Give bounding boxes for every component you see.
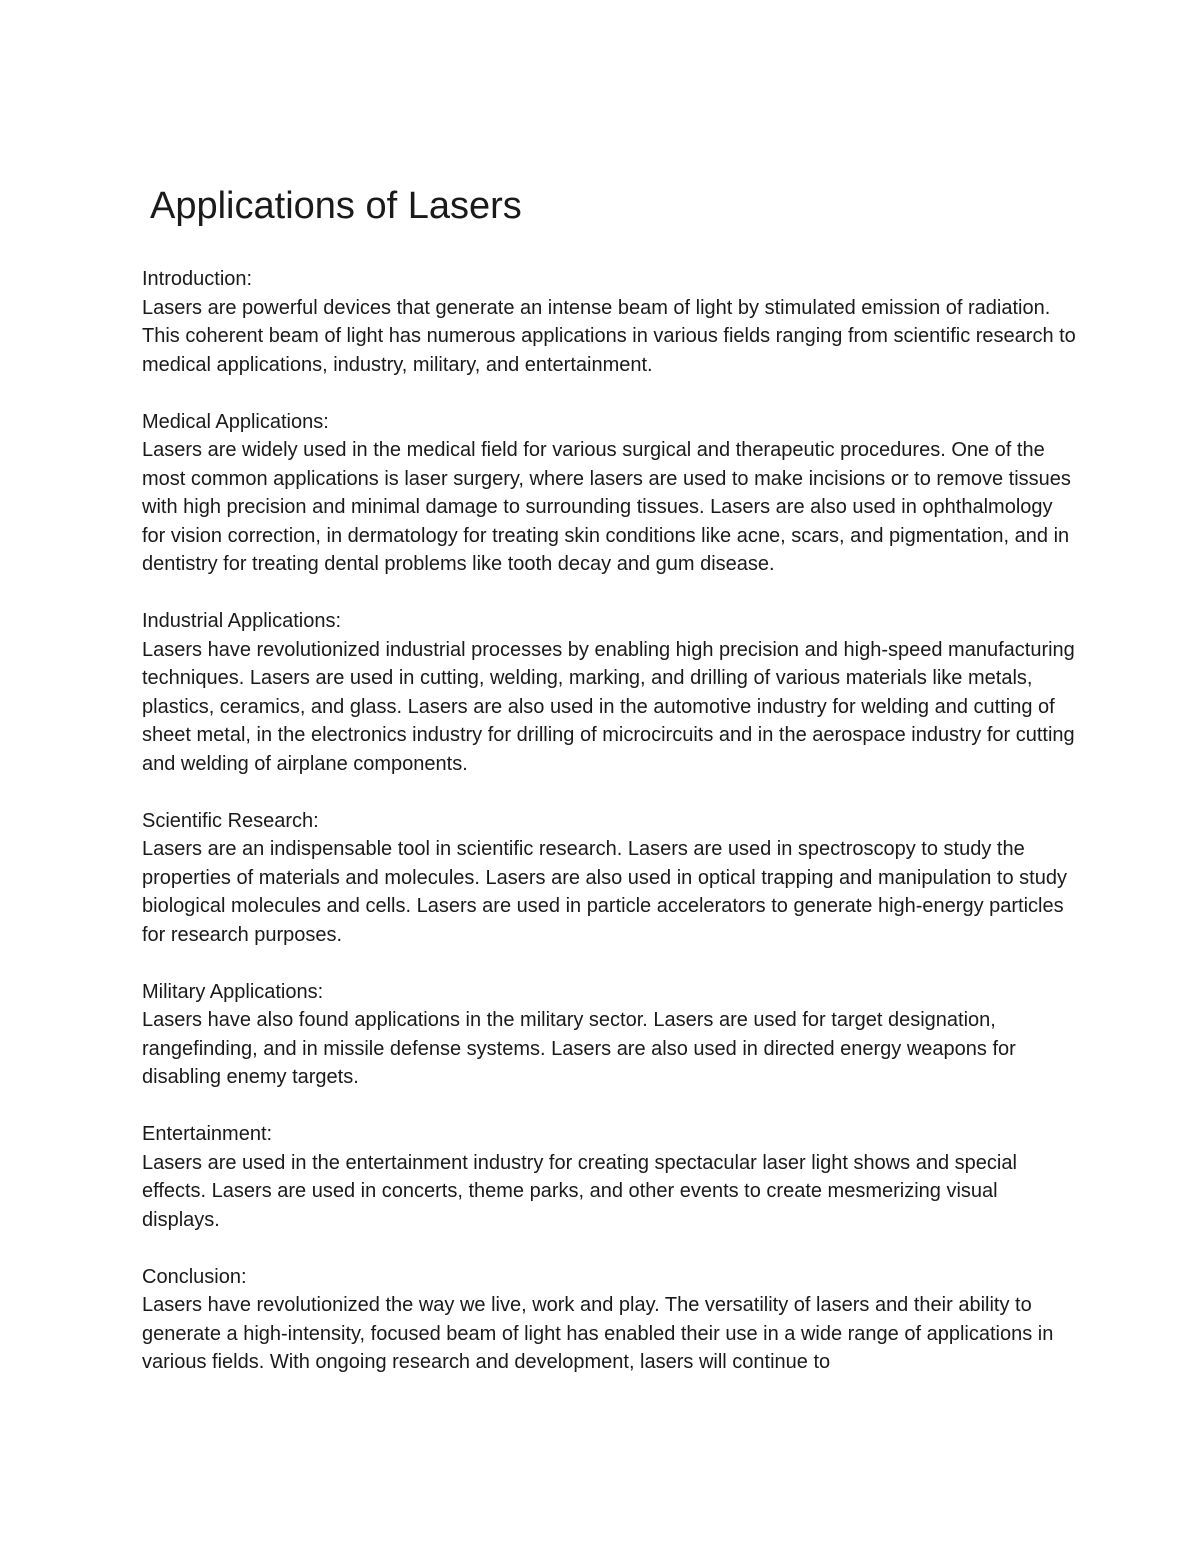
section-paragraph: Lasers are an indispensable tool in scientific research. Lasers are used in spectroscopy to study the properties of materials and molecules. Lasers are also used in optical trapping and manipulation to study biological molecules and cells. Lasers are used in particle accelerators to generate high-energy particles for research purposes. <box>142 838 1067 946</box>
section-military-applications <box>142 978 1077 1092</box>
section-heading: Medical Applications: <box>142 410 329 433</box>
section-paragraph: Lasers are powerful devices that generate an intense beam of light by stimulated emission of radiation. This coherent beam of light has numerous applications in various fields ranging from scientific research to medical applications, industry, military, and entertainment. <box>142 296 1076 376</box>
section-paragraph: Lasers have revolutionized the way we live, work and play. The versatility of lasers and their ability to generate a high-intensity, focused beam of light has enabled their use in a wide range of applications in various fields. With ongoing research and development, lasers will continue to <box>142 1294 1054 1373</box>
document-title: Applications of Lasers <box>150 185 522 227</box>
section-heading: Conclusion: <box>142 1265 247 1288</box>
section-paragraph: Lasers have revolutionized industrial processes by enabling high precision and high-speed manufacturing techniques. Lasers are used in cutting, welding, marking, and drilling of various materials like metals, plastics, ceramics, and glass. Lasers are also used in the automotive industry for welding and cutting of sheet metal, in the electronics industry for drilling of microcircuits and in the aerospace industry for cutting and welding of airplane components. <box>142 638 1075 775</box>
section-entertainment <box>142 1120 1077 1234</box>
section-heading: Entertainment: <box>142 1123 273 1145</box>
section-paragraph: Lasers have also found applications in the military sector. Lasers are used for target designation, rangefinding, and in missile defense systems. Lasers are also used in directed energy weapons for disabling enemy targets. <box>142 1009 1016 1088</box>
section-scientific-research <box>142 807 1077 950</box>
section-paragraph: Lasers are widely used in the medical field for various surgical and therapeutic procedures. One of the most common applications is laser surgery, where lasers are used to make incisions or to remove tissues with high precision and minimal damage to surrounding tissues. Lasers are also used in ophthalmology for vision correction, in dermatology for treating skin conditions like acne, scars, and pigmentation, and in dentistry for treating dental problems like tooth decay and gum disease. <box>142 439 1071 575</box>
section-industrial-applications <box>142 607 1077 778</box>
section-heading: Scientific Research: <box>142 809 319 832</box>
section-heading: Introduction: <box>142 268 253 290</box>
section-conclusion <box>142 1263 1077 1377</box>
document-body <box>142 265 1077 1405</box>
section-heading: Industrial Applications: <box>142 610 342 632</box>
section-heading: Military Applications: <box>142 980 324 1003</box>
section-medical-applications <box>142 408 1077 579</box>
section-paragraph: Lasers are used in the entertainment industry for creating spectacular laser light shows and special effects. Lasers are used in concerts, theme parks, and other events to create mesmerizing visual displays. <box>142 1151 1017 1231</box>
section-introduction <box>142 265 1077 379</box>
